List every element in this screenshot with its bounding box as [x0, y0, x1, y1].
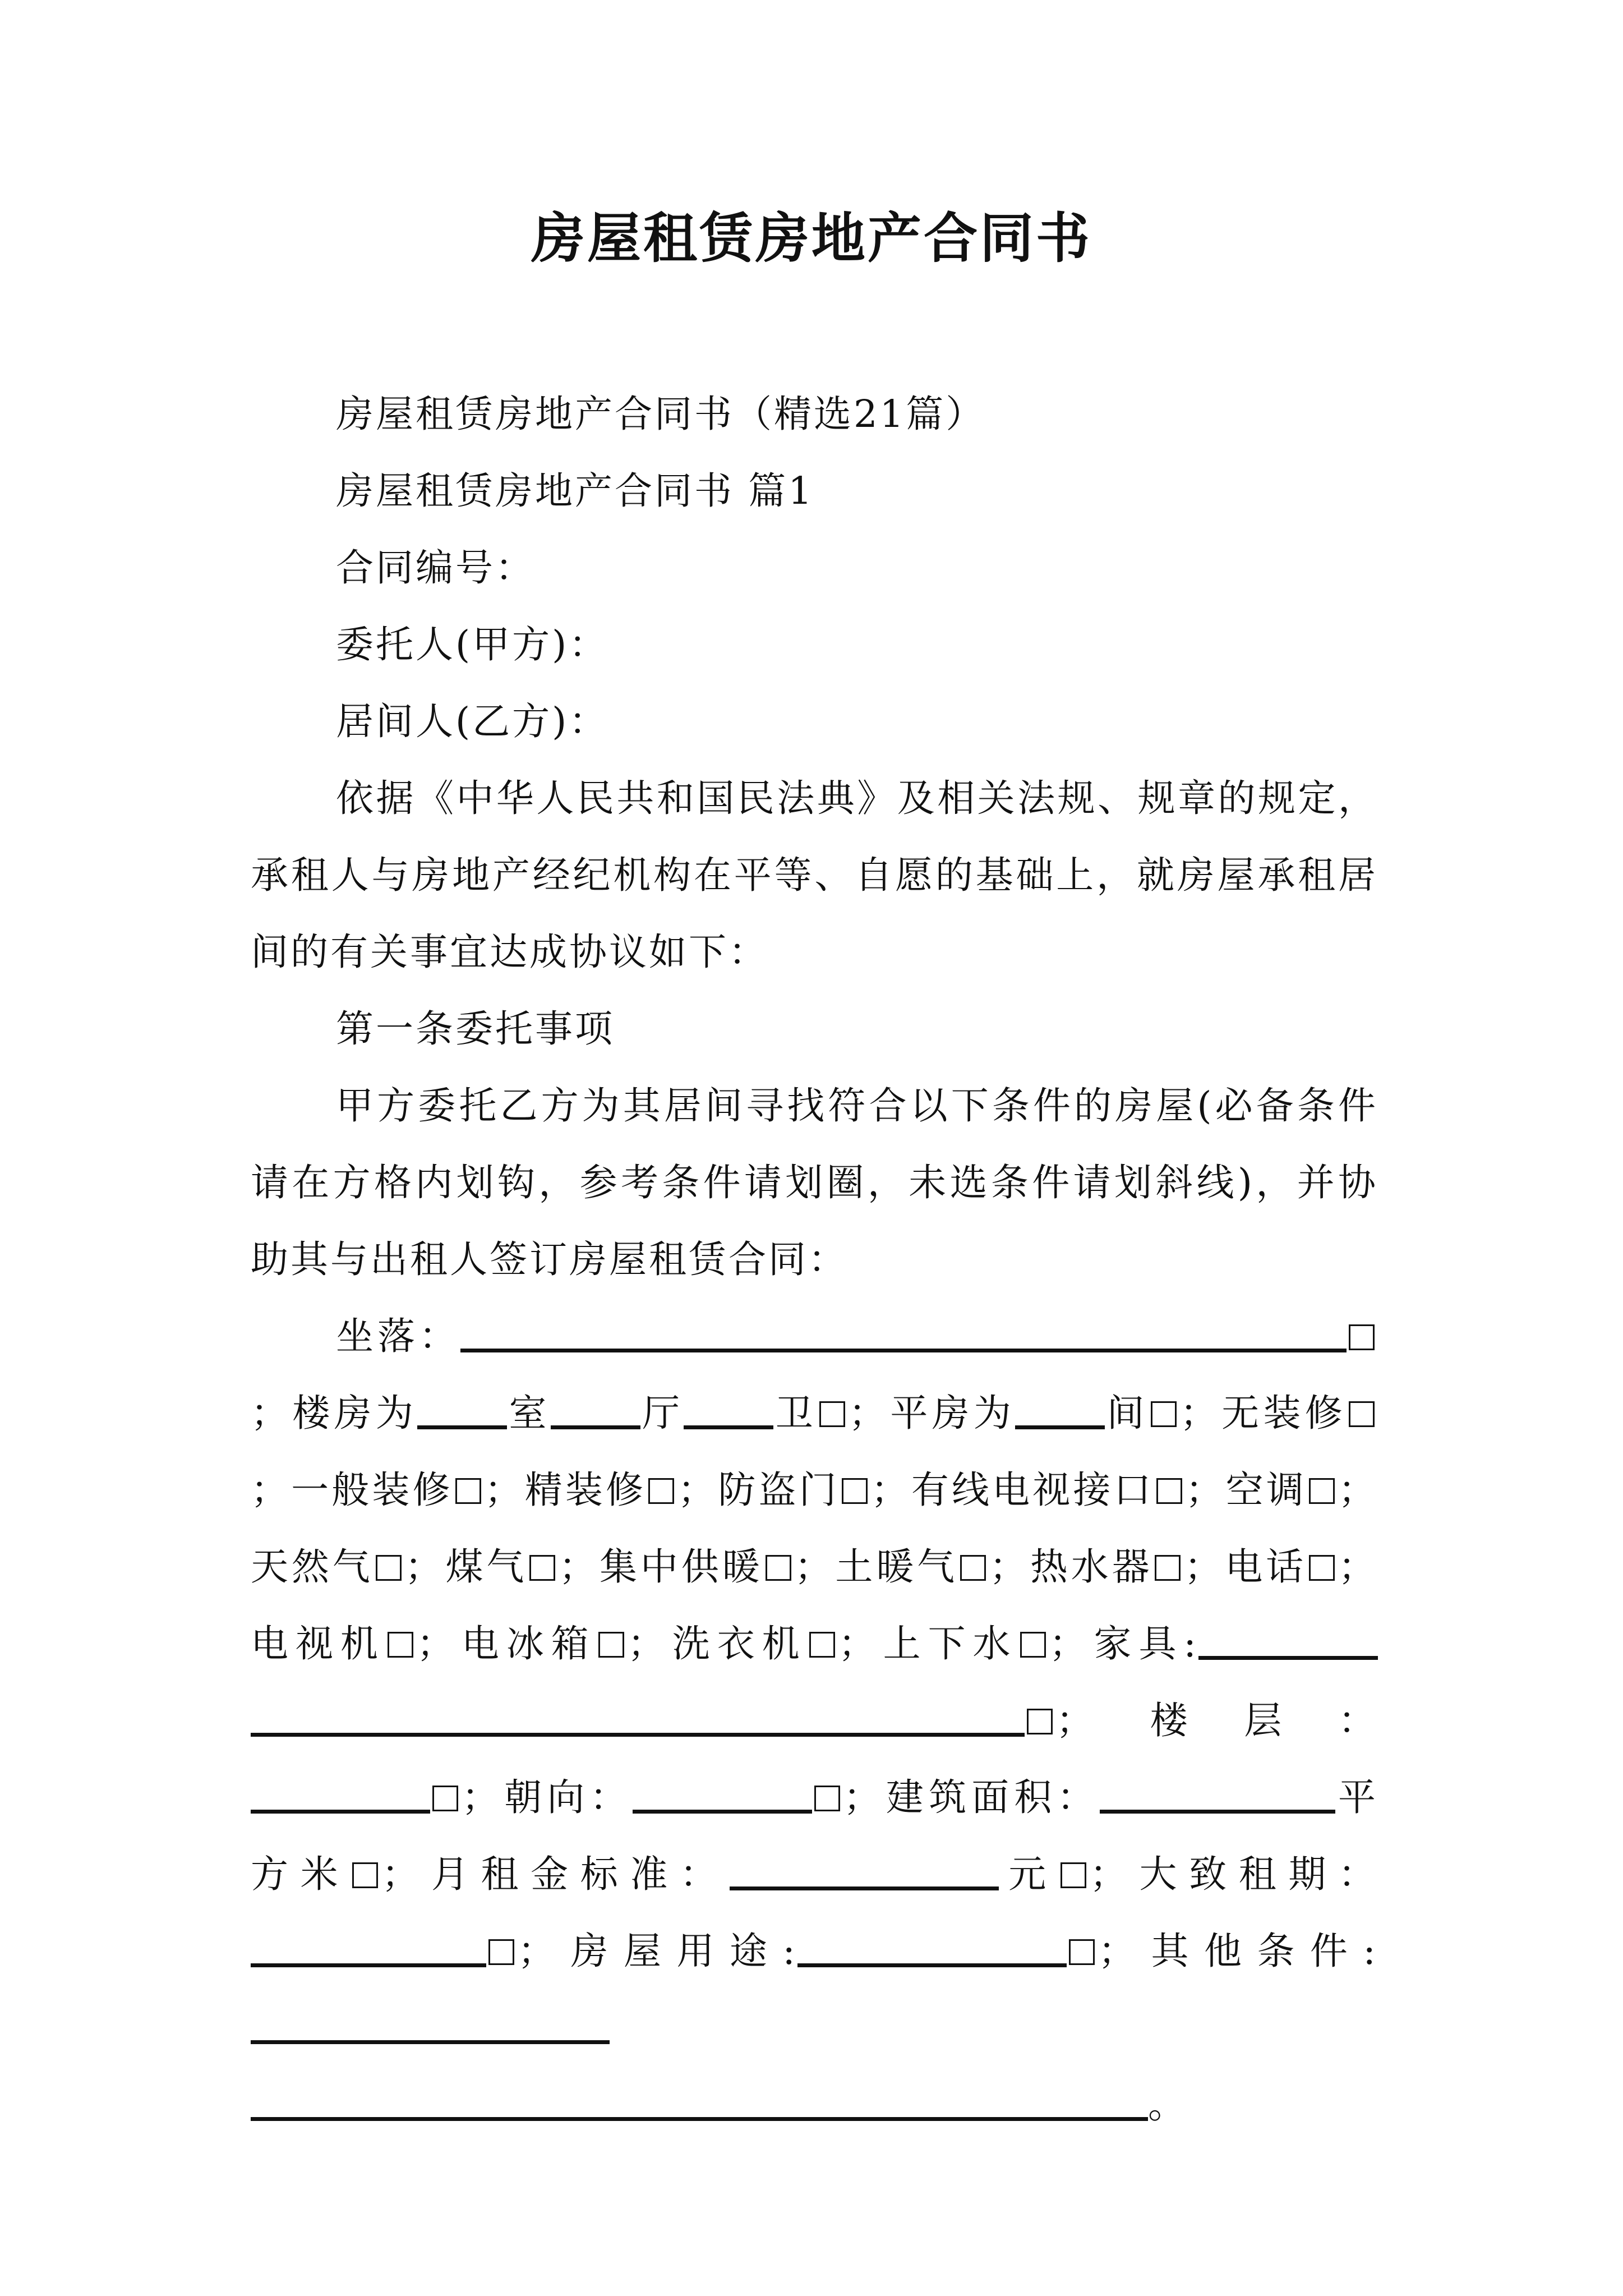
phone-label: ；电话 — [1184, 1545, 1307, 1589]
natural-gas-label: ；天然气 — [251, 1468, 1378, 1589]
jian-blank — [1015, 1396, 1105, 1429]
water-heater-label: ；热水器 — [989, 1545, 1153, 1589]
location-blank — [460, 1319, 1347, 1352]
hall-blank — [551, 1396, 640, 1429]
jian-label: 间 — [1105, 1391, 1149, 1435]
checkbox — [766, 1555, 791, 1581]
checkbox — [1349, 1401, 1375, 1427]
checkbox — [1027, 1709, 1053, 1734]
rent-blank — [730, 1857, 999, 1890]
checkbox — [960, 1555, 986, 1581]
checkbox — [1020, 1632, 1046, 1658]
rent-unit-label: 元 — [998, 1852, 1058, 1896]
bath-label: 卫 — [773, 1391, 818, 1435]
checkbox — [432, 1786, 458, 1811]
checkbox — [1349, 1324, 1375, 1350]
checkbox — [1151, 1401, 1177, 1427]
water-label: ；上下水 — [838, 1622, 1018, 1665]
coal-gas-label: ；煤气 — [404, 1545, 528, 1589]
checkbox — [842, 1478, 868, 1504]
cable-tv-label: ；有线电视接口 — [870, 1468, 1154, 1512]
area-unit-label: 平方米 — [251, 1775, 1378, 1896]
article-1-text: 甲方委托乙方为其居间寻找符合以下条件的房屋(必备条件请在方格内划钩，参考条件请划圈，未选条件请划斜线)，并协助其与出租人签订房屋租赁合同： — [251, 1084, 1378, 1281]
checkbox — [376, 1555, 402, 1581]
orientation-label: ；朝向： — [462, 1775, 633, 1819]
furniture-blank-b — [251, 1703, 1025, 1737]
usage-blank — [797, 1934, 1067, 1967]
checkbox — [648, 1478, 674, 1504]
checkbox — [1309, 1478, 1335, 1504]
checkbox — [1155, 1555, 1181, 1581]
orientation-blank — [633, 1780, 812, 1814]
other-blank-b — [251, 2087, 1148, 2121]
rent-label: ；月租金标准： — [381, 1852, 730, 1896]
checkbox — [598, 1632, 624, 1658]
room-blank — [417, 1396, 507, 1429]
area-blank — [1100, 1780, 1335, 1814]
room-label: 室 — [507, 1391, 551, 1435]
fridge-label: ；电冰箱 — [416, 1622, 596, 1665]
checkbox — [1309, 1555, 1335, 1581]
no-decor-label: ；无装修 — [1179, 1391, 1347, 1435]
intro-paragraph: 依据《中华人民共和国民法典》及相关法规、规章的规定，承租人与房地产经纪机构在平等、自愿的基础上，就房屋承租居间的有关事宜达成协议如下： — [251, 776, 1378, 974]
checkbox — [1061, 1862, 1086, 1888]
checkbox — [814, 1786, 840, 1811]
area-label: ；建筑面积： — [843, 1775, 1100, 1819]
period-blank — [251, 1934, 486, 1967]
washer-label: ；洗衣机 — [627, 1622, 807, 1665]
article-1-title: 第一条委托事项 — [336, 1007, 615, 1051]
party-b-field: 居间人(乙方)： — [336, 700, 609, 743]
floor-blank — [251, 1780, 430, 1814]
checkbox — [529, 1555, 555, 1581]
checkbox — [809, 1632, 835, 1658]
location-label: 坐落： — [336, 1314, 460, 1358]
document-title: 房屋租赁房地产合同书 — [531, 206, 1092, 270]
checkbox — [1156, 1478, 1182, 1504]
checkbox — [388, 1632, 413, 1658]
building-label: ；楼房为 — [251, 1391, 418, 1435]
hall-label: 厅 — [640, 1391, 684, 1435]
contract-number-field: 合同编号： — [336, 546, 535, 590]
subtitle-line: 房屋租赁房地产合同书（精选21篇） — [336, 392, 986, 436]
aircon-label: ；空调 — [1185, 1468, 1307, 1512]
period-label: ；大致租期： — [1089, 1852, 1378, 1896]
other-blank-a — [251, 2010, 610, 2044]
usage-label: ；房屋用途: — [518, 1929, 797, 1973]
section-heading: 房屋租赁房地产合同书 篇1 — [336, 469, 814, 513]
checkbox — [1069, 1939, 1095, 1965]
tv-label: ；电视机 — [251, 1545, 1378, 1665]
conditions-paragraph — [251, 1298, 1378, 2143]
furniture-label: ；家具: — [1049, 1622, 1199, 1665]
furniture-blank-a — [1198, 1626, 1378, 1660]
document-body — [251, 376, 1378, 2143]
end-mark: 。 — [1148, 2083, 1188, 2127]
floor-label: ；楼层： — [1056, 1699, 1378, 1742]
checkbox — [819, 1401, 845, 1427]
local-heating-label: ；土暖气 — [794, 1545, 958, 1589]
checkbox — [352, 1862, 378, 1888]
bungalow-label: ；平房为 — [849, 1391, 1016, 1435]
normal-decor-label: ；一般装修 — [251, 1468, 453, 1512]
central-heating-label: ；集中供暖 — [559, 1545, 763, 1589]
other-label: ；其他条件: — [1098, 1929, 1378, 1973]
checkbox — [488, 1939, 514, 1965]
security-door-label: ；防盗门 — [677, 1468, 840, 1512]
bath-blank — [684, 1396, 773, 1429]
fine-decor-label: ；精装修 — [484, 1468, 647, 1512]
checkbox — [455, 1478, 481, 1504]
party-a-field: 委托人(甲方)： — [336, 623, 609, 666]
